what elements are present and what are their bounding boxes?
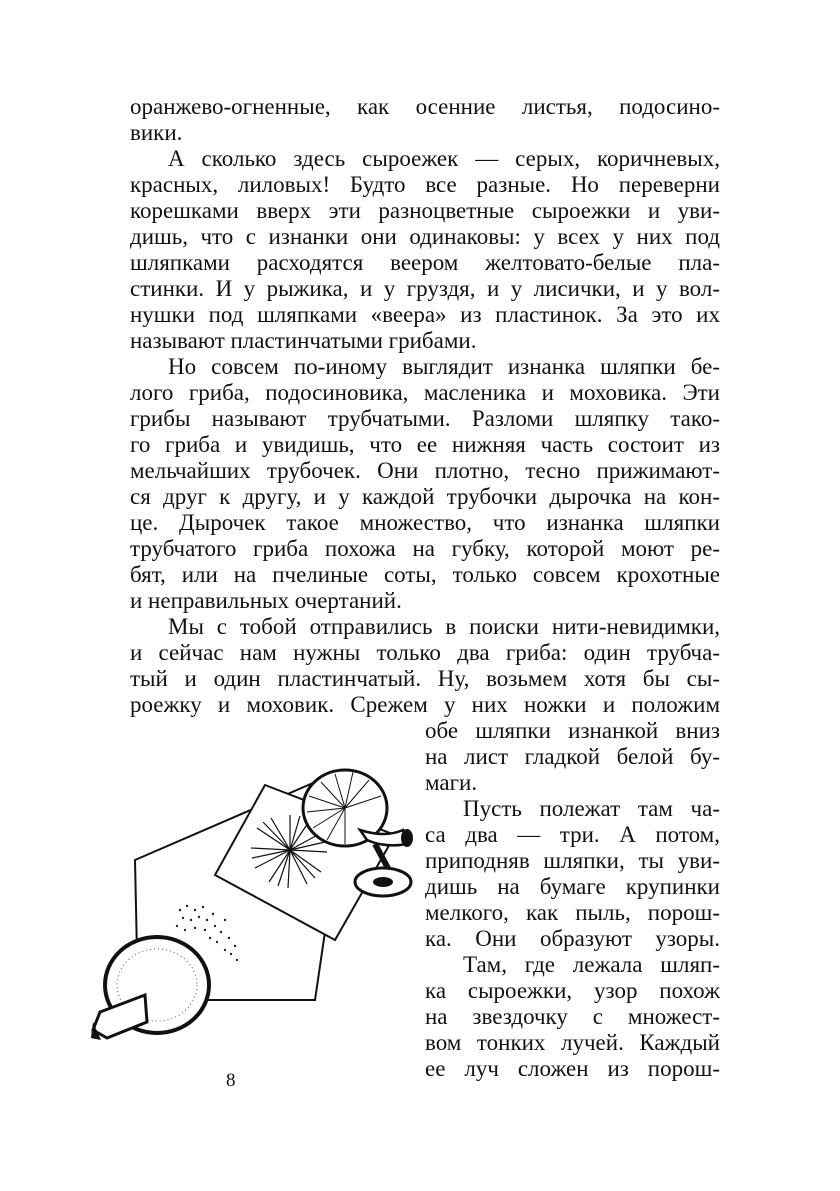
text-line: бят, или на пчелиные соты, только совсем крохотные [130, 562, 720, 587]
text-line: мелкого, как пыль, порош- [425, 900, 720, 925]
text-line: на звездочку с множест- [425, 1004, 720, 1029]
text-line: Но совсем по-иному выглядит изнанка шляпки бе- [168, 354, 720, 379]
russula-mushroom [303, 770, 413, 847]
page-number: 8 [226, 1070, 236, 1091]
text-line: А сколько здесь сыроежек — серых, коричневых, [168, 146, 720, 171]
text-line: са два — три. А потом, [425, 822, 720, 847]
text-line: на лист гладкой белой бу- [425, 744, 720, 769]
text-line: ка. Они образуют узоры. [425, 926, 720, 951]
text-line: дишь, что с изнанки они одинаковы: у всех у них под [130, 224, 720, 249]
text-line: вом тонких лучей. Каждый [425, 1030, 720, 1055]
text-line: трубчатого гриба похожа на губку, которой моют ре- [130, 536, 720, 561]
text-line: це. Дырочек такое множество, что изнанка шляпки [130, 510, 720, 535]
text-line: красных, лиловых! Будто все разные. Но переверни [130, 172, 720, 197]
boletus-mushroom [91, 937, 209, 1040]
text-line: Пусть полежат там ча- [463, 796, 720, 821]
text-line: вики. [130, 120, 183, 145]
text-line: го гриба и увидишь, что ее нижняя часть состоит из [130, 432, 720, 457]
text-line: стинки. И у рыжика, и у груздя, и у лисички, и у вол- [130, 276, 720, 301]
text-line: обе шляпки изнанкой вниз [425, 718, 720, 743]
text-line: шляпками расходятся веером желтовато-белые пла- [130, 250, 720, 275]
text-line: мельчайших трубочек. Они плотно, тесно прижимают- [130, 458, 720, 483]
text-line: ка сыроежки, узор похож [425, 978, 720, 1003]
text-line: приподняв шляпки, ты уви- [425, 848, 720, 873]
text-line: ся друг к другу, и у каждой трубочки дырочка на кон- [130, 484, 720, 509]
text-line: Там, где лежала шляп- [463, 952, 720, 977]
text-line: корешками вверх эти разноцветные сыроежки и уви- [130, 198, 720, 223]
text-line: тый и один пластинчатый. Ну, возьмем хотя бы сы- [130, 666, 720, 691]
text-line: ее луч сложен из порош- [425, 1056, 720, 1081]
text-line: называют пластинчатыми грибами. [130, 328, 477, 353]
mushroom-illustration [85, 760, 415, 1060]
text-line: Мы с тобой отправились в поиски нити-невидимки, [168, 614, 720, 639]
text-line: нушки под шляпками «веера» из пластинок. За это их [130, 302, 720, 327]
text-line: маги. [425, 770, 478, 795]
text-line: и неправильных очертаний. [130, 588, 402, 613]
text-line: дишь на бумаге крупинки [425, 874, 720, 899]
text-line: грибы называют трубчатыми. Разломи шляпку тако- [130, 406, 720, 431]
text-line: оранжево-огненные, как осенние листья, подосино- [130, 94, 720, 119]
text-line: роежку и моховик. Срежем у них ножки и положим [130, 692, 720, 717]
text-line: лого гриба, подосиновика, масленика и моховика. Эти [130, 380, 720, 405]
text-line: и сейчас нам нужны только два гриба: один трубча- [130, 640, 720, 665]
